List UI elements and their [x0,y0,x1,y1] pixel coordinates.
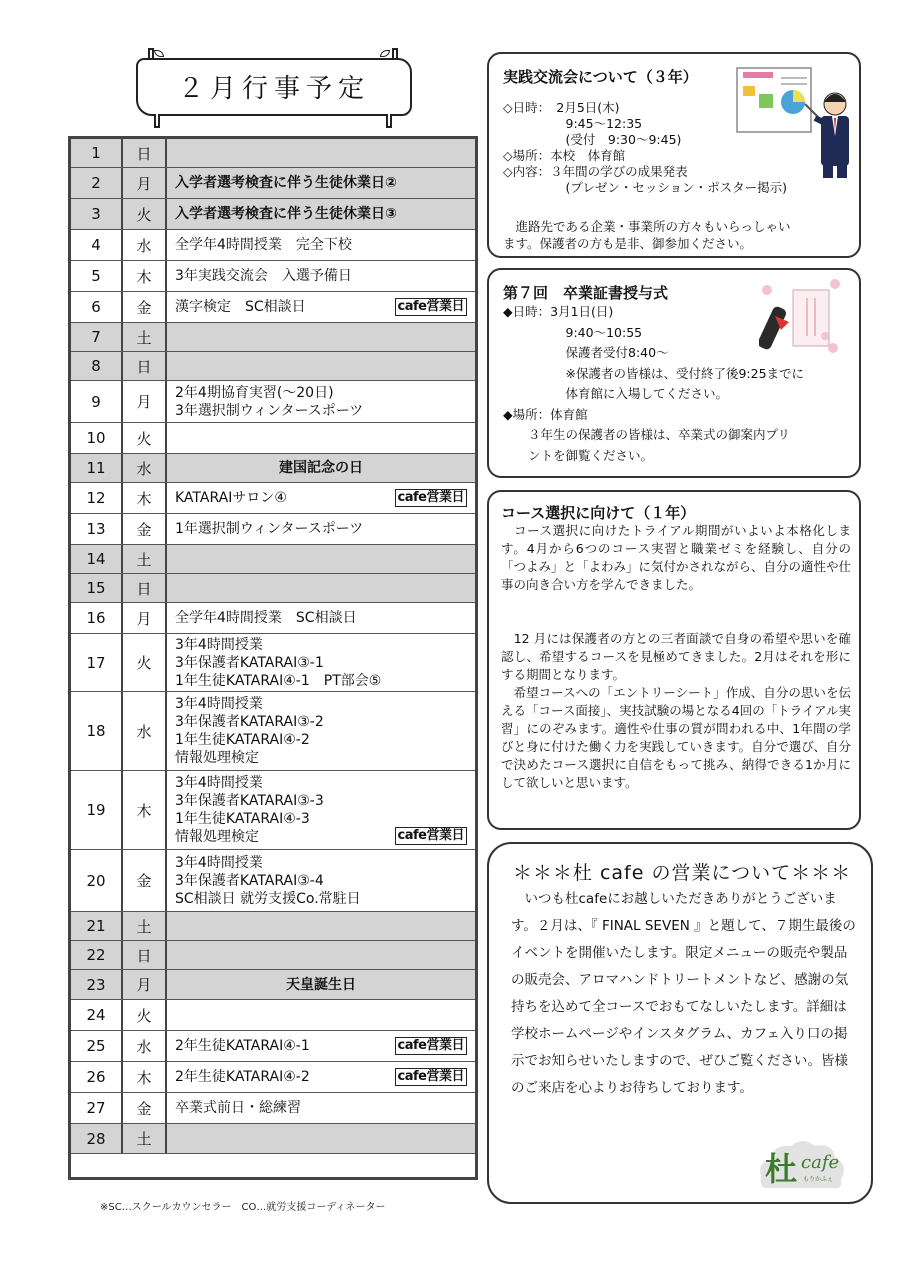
calendar-event-text: 建国記念の日 [279,460,363,476]
calendar-date: 28 [71,1124,123,1153]
calendar-event [167,1124,475,1153]
calendar-event [167,771,475,849]
calendar-weekday: 土 [123,1124,167,1153]
sign-post-bottom-left [154,114,160,128]
calendar-event [167,323,475,351]
presenter-illustration-icon [735,64,859,182]
calendar-event-text: 漢字検定 SC相談日 [175,299,306,315]
calendar-weekday: 木 [123,483,167,513]
calendar-date: 5 [71,261,123,291]
calendar-event [167,941,475,969]
calendar-row [71,1124,475,1154]
calendar-row [71,514,475,545]
calendar-date: 2 [71,168,123,198]
calendar-weekday: 日 [123,941,167,969]
sign-post-bottom-right [386,114,392,128]
calendar-event-text: 全学年4時間授業 SC相談日 [175,610,357,626]
calendar-row [71,634,475,692]
calendar-date: 11 [71,454,123,482]
leaf-icon [154,50,164,57]
calendar-event [167,139,475,167]
calendar-event-text: 全学年4時間授業 完全下校 [175,237,352,253]
calendar-row [71,454,475,483]
calendar-row [71,423,475,454]
calendar-row [71,970,475,1000]
calendar-event-line: 1年生徒KATARAI④-2 [175,732,310,748]
cafe-logo-sub: もりかふぇ [803,1176,834,1183]
calendar-event [167,1000,475,1030]
calendar-date: 10 [71,423,123,453]
calendar-event [167,545,475,573]
calendar-row [71,230,475,261]
calendar-weekday: 月 [123,381,167,422]
calendar-event [167,912,475,940]
calendar-weekday: 火 [123,634,167,691]
course-paragraph-3: 希望コースへの「エントリーシート」作成、自分の思いを伝える「コース面接」、実技試験の場となる4回の「トライアル実習」にのぞみます。適性や仕事の質が問われる中、1年間の学びと身に付けた働く力を実践していきます。自分で選び、自分で決めたコース選択に自信をもって挑み、納得できる1か月にして欲しいと思います。 [501,685,851,790]
calendar-weekday: 水 [123,454,167,482]
calendar-event-line: 3年選択制ウィンタースポーツ [175,402,364,419]
calendar-event-line: 3年保護者KATARAI③-4 [175,872,324,889]
course-title: コース選択に向けて（１年） [501,504,696,522]
calendar-event [167,692,475,770]
calendar-event-line: 2年4期協育実習(～20日) [175,384,334,401]
calendar-row [71,603,475,634]
calendar-event-line: 3年4時間授業 [175,854,263,871]
calendar-weekday: 火 [123,1000,167,1030]
cafe-body: いつも杜cafeにお越しいただきありがとうございます。２月は、『 FINAL SEVEN 』と題して、７期生最後のイベントを開催いたします。限定メニューの販売や製品の販売会、アロマハンドトリートメントなど、感謝の気持ちを込めて全コースでおもてなしいたします。詳細は学校ホームページやインスタグラム、カフェ入り口の掲示でお知らせいたしますので、ぜひご覧ください。皆様のご来店を心よりお待ちしております。 [511,891,856,1096]
calendar-date: 15 [71,574,123,602]
calendar-event-text: 2年生徒KATARAI④-2 [175,1069,310,1085]
calendar-date: 24 [71,1000,123,1030]
calendar-date: 6 [71,292,123,322]
calendar-date: 13 [71,514,123,544]
calendar-event-text: 卒業式前日・総練習 [175,1100,301,1116]
calendar-event [167,381,475,422]
calendar-row [71,692,475,771]
calendar-date: 20 [71,850,123,911]
cafe-notice-box [487,842,873,1204]
calendar-weekday: 火 [123,199,167,229]
calendar-event-line: 3年4時間授業 [175,636,263,653]
calendar-row [71,323,475,352]
exchange-meeting-box [487,52,861,258]
calendar-event [167,292,475,322]
calendar-weekday: 月 [123,970,167,999]
course-paragraph-1: コース選択に向けたトライアル期間がいよいよ本格化します。4月から6つのコース実習と職業ゼミを経験し、自分の「つよみ」と「よわみ」に気付かされながら、自分の適性や仕事の向き合い方を学んできました。 [501,523,852,592]
calendar-date: 9 [71,381,123,422]
calendar-row [71,139,475,168]
calendar-weekday: 木 [123,1062,167,1092]
calendar-event-text: 3年実践交流会 入選予備日 [175,268,352,284]
calendar-event [167,454,475,482]
calendar-row [71,199,475,230]
calendar-weekday: 月 [123,603,167,633]
calendar-weekday: 水 [123,1031,167,1061]
diploma-illustration-icon [759,276,843,358]
calendar-weekday: 木 [123,771,167,849]
title-sign [130,48,418,122]
cafe-open-badge: cafe営業日 [395,489,467,507]
calendar-row [71,771,475,850]
calendar-event [167,423,475,453]
exchange-note: 進路先である企業・事業所の方々もいらっしゃい ます。保護者の方も是非、御参加ください。 [503,219,791,251]
calendar-weekday: 木 [123,261,167,291]
calendar-event-line: 3年保護者KATARAI③-3 [175,793,324,809]
calendar-event-line: SC相談日 就労支援Co.常駐日 [175,890,361,907]
calendar-event [167,230,475,260]
calendar-row [71,352,475,381]
event-calendar-table [68,136,478,1180]
calendar-weekday: 金 [123,514,167,544]
calendar-row [71,912,475,941]
cafe-title: ＊＊＊杜 cafe の営業について＊＊＊ [512,862,852,884]
calendar-date: 8 [71,352,123,380]
calendar-date: 16 [71,603,123,633]
calendar-event-text: 入学者選考検査に伴う生徒休業日③ [175,206,397,222]
calendar-row [71,261,475,292]
cafe-logo-word: cafe [801,1152,840,1173]
calendar-weekday: 火 [123,423,167,453]
calendar-event [167,483,475,513]
calendar-event-line: 1年生徒KATARAI④-1 PT部会⑤ [175,672,382,689]
calendar-weekday: 金 [123,850,167,911]
calendar-row [71,292,475,323]
calendar-event-text: 天皇誕生日 [286,976,356,993]
exchange-details: ◇日時： 2月5日(木) 9:45～12:35 (受付 9:30～9:45) ◇場所：本校 体育館 ◇内容：３年間の学びの成果発表 (プレゼン・セッション・ポスター掲示) [503,100,788,195]
calendar-row [71,1000,475,1031]
calendar-event [167,514,475,544]
calendar-event [167,850,475,911]
calendar-event [167,1062,475,1092]
calendar-date: 23 [71,970,123,999]
cafe-logo-kanji: 杜 [765,1150,798,1188]
course-paragraph-2: 12 月には保護者の方との三者面談で自身の希望や思いを確認し、希望するコースを見極めてきました。2月はそれを形にする期間となります。 [501,631,851,682]
calendar-date: 18 [71,692,123,770]
calendar-row [71,483,475,514]
calendar-date: 26 [71,1062,123,1092]
calendar-date: 21 [71,912,123,940]
calendar-row [71,1062,475,1093]
calendar-event [167,168,475,198]
course-selection-box [487,490,861,830]
calendar-date: 12 [71,483,123,513]
page-title: ２月行事予定 [177,74,370,104]
calendar-event [167,603,475,633]
exchange-title: 実践交流会について（３年） [503,68,698,86]
calendar-event-line: 3年保護者KATARAI③-1 [175,654,324,671]
calendar-weekday: 水 [123,692,167,770]
calendar-event [167,352,475,380]
cafe-open-badge: cafe営業日 [395,1037,467,1055]
calendar-weekday: 土 [123,323,167,351]
calendar-weekday: 金 [123,1093,167,1123]
graduation-ceremony-box [487,268,861,478]
calendar-event-text: 入学者選考検査に伴う生徒休業日② [175,175,397,191]
calendar-weekday: 日 [123,574,167,602]
calendar-event [167,261,475,291]
calendar-date: 27 [71,1093,123,1123]
calendar-row [71,381,475,423]
calendar-event [167,634,475,691]
calendar-event [167,574,475,602]
leaf-icon [380,50,390,57]
calendar-weekday: 土 [123,912,167,940]
calendar-date: 22 [71,941,123,969]
calendar-event-line: 1年生徒KATARAI④-3 [175,811,310,827]
cafe-logo [759,1136,845,1192]
calendar-row [71,941,475,970]
calendar-weekday: 金 [123,292,167,322]
calendar-date: 19 [71,771,123,849]
calendar-event [167,970,475,999]
calendar-date: 4 [71,230,123,260]
graduation-title: 第７回 卒業証書授与式 [503,284,669,302]
calendar-weekday: 月 [123,168,167,198]
calendar-event-text: 1年選択制ウィンタースポーツ [175,521,364,537]
cafe-open-badge: cafe営業日 [395,827,467,845]
calendar-event-line: 情報処理検定 [175,829,259,845]
calendar-row [71,168,475,199]
calendar-event-line: 3年4時間授業 [175,775,263,791]
calendar-date: 25 [71,1031,123,1061]
cafe-open-badge: cafe営業日 [395,298,467,316]
calendar-event [167,199,475,229]
calendar-date: 17 [71,634,123,691]
calendar-row [71,1031,475,1062]
calendar-date: 7 [71,323,123,351]
calendar-weekday: 日 [123,139,167,167]
calendar-event-line: 3年4時間授業 [175,696,263,712]
calendar-row [71,574,475,603]
calendar-row [71,850,475,912]
calendar-date: 14 [71,545,123,573]
graduation-details: ◆日時：3月1日(日) 9:40～10:55 保護者受付8:40～ ※保護者の皆様は、受付終了後9:25までに 体育館に入場してください。 ◆場所：体育館 ３年生の保護者の皆様は、卒業式の御案内プリ ントを御覧ください。 [503,304,805,463]
calendar-row [71,545,475,574]
calendar-event [167,1031,475,1061]
calendar-event [167,1093,475,1123]
calendar-date: 3 [71,199,123,229]
calendar-weekday: 水 [123,230,167,260]
calendar-weekday: 土 [123,545,167,573]
calendar-weekday: 日 [123,352,167,380]
calendar-row [71,1093,475,1124]
calendar-date: 1 [71,139,123,167]
footnote: ※SC…スクールカウンセラー CO…就労支援コーディネーター [100,1202,386,1213]
calendar-event-line: 情報処理検定 [175,750,259,766]
calendar-event-text: 2年生徒KATARAI④-1 [175,1038,310,1054]
calendar-event-text: KATARAIサロン④ [175,490,287,506]
calendar-event-line: 3年保護者KATARAI③-2 [175,714,324,730]
cafe-open-badge: cafe営業日 [395,1068,467,1086]
